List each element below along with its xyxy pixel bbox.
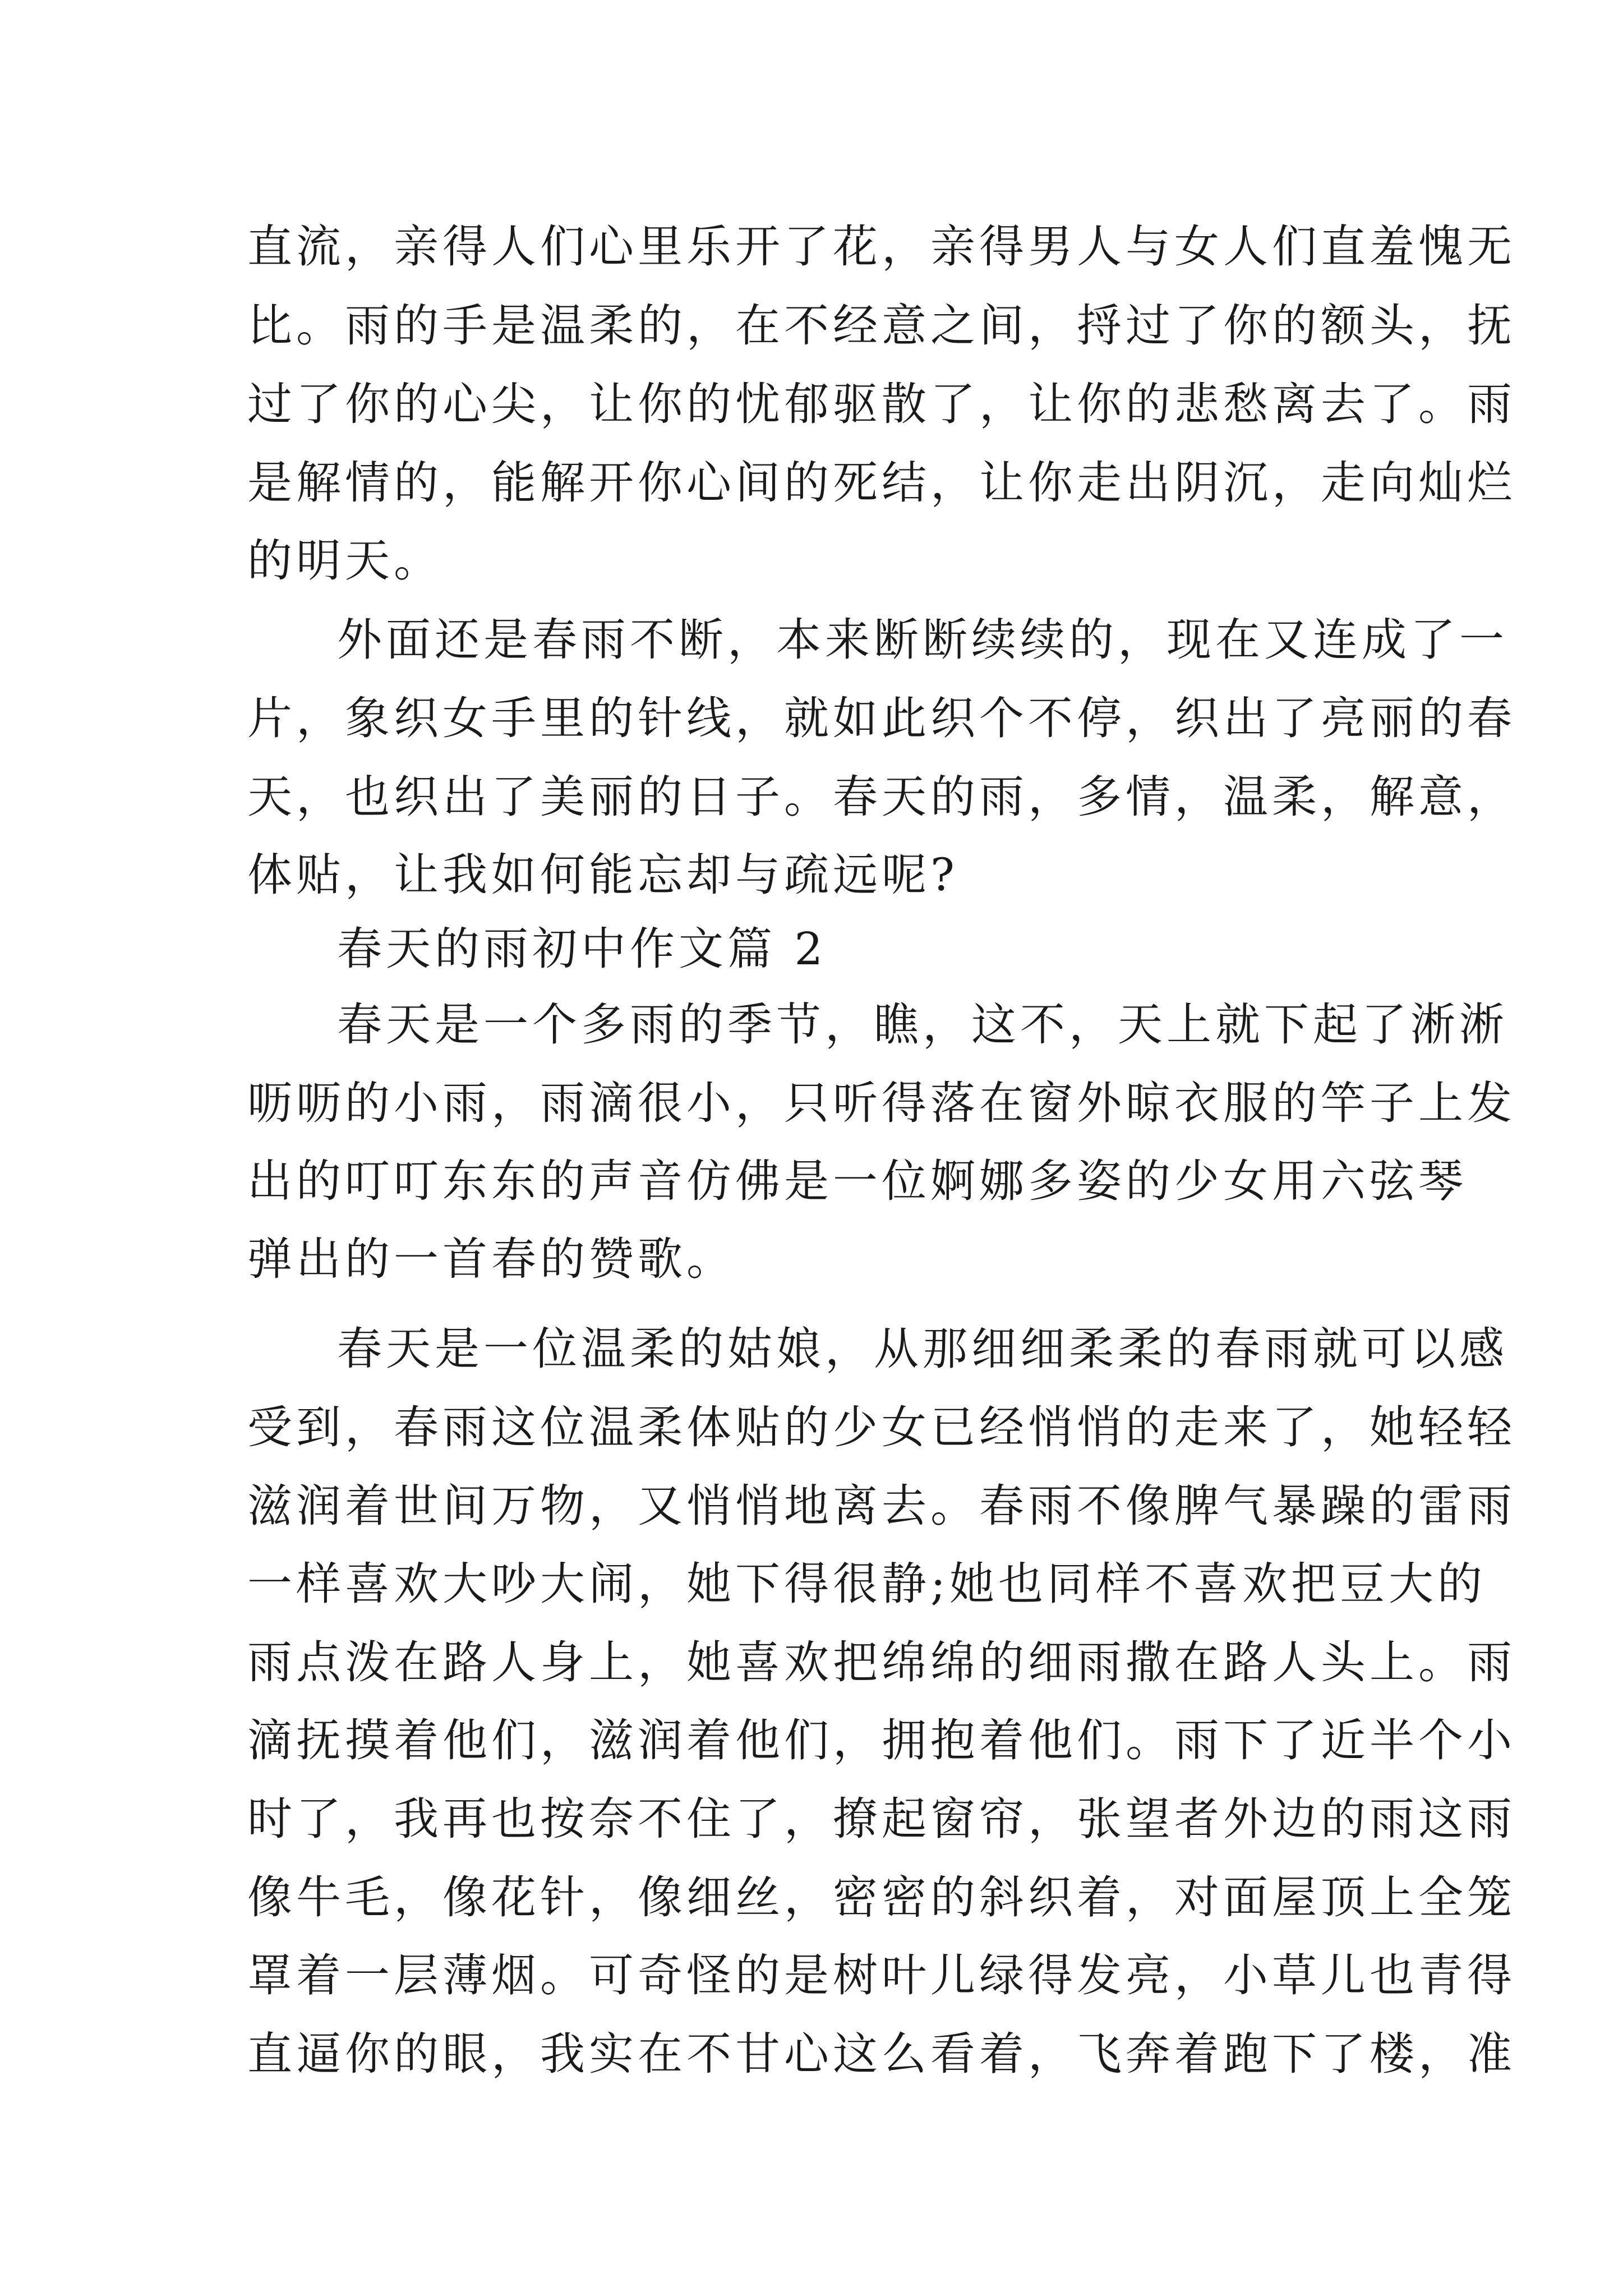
text-line: 片，象织女手里的针线，就如此织个不停，织出了亮丽的春 <box>247 692 1516 744</box>
text-line: 滋润着世间万物，又悄悄地离去。春雨不像脾气暴躁的雷雨 <box>247 1480 1516 1532</box>
text-line: 罩着一层薄烟。可奇怪的是树叶儿绿得发亮，小草儿也青得 <box>247 1949 1516 2001</box>
text-line: 的明天。 <box>247 535 442 587</box>
text-line: 比。雨的手是温柔的，在不经意之间，捋过了你的额头，抚 <box>247 300 1516 352</box>
text-line: 时了，我再也按奈不住了，撩起窗帘，张望者外边的雨这雨 <box>247 1793 1516 1845</box>
text-line: 滴抚摸着他们，滋润着他们，拥抱着他们。雨下了近半个小 <box>247 1714 1516 1766</box>
paragraph-first-line: 春天是一个多雨的季节，瞧，这不，天上就下起了淅淅 <box>337 999 1508 1051</box>
text-line: 体贴，让我如何能忘却与疏远呢? <box>247 849 958 901</box>
text-line: 过了你的心尖，让你的忧郁驱散了，让你的悲愁离去了。雨 <box>247 378 1516 430</box>
text-line: 一样喜欢大吵大闹，她下得很静;她也同样不喜欢把豆大的 <box>247 1558 1486 1610</box>
text-line: 弹出的一首春的赞歌。 <box>247 1233 735 1285</box>
text-line: 天，也织出了美丽的日子。春天的雨，多情，温柔，解意， <box>247 771 1516 823</box>
text-line: 直流，亲得人们心里乐开了花，亲得男人与女人们直羞愧无 <box>247 220 1516 273</box>
text-line: 呖呖的小雨，雨滴很小，只听得落在窗外晾衣服的竿子上发 <box>247 1077 1516 1129</box>
text-line: 受到，春雨这位温柔体贴的少女已经悄悄的走来了，她轻轻 <box>247 1401 1516 1453</box>
text-line: 直逼你的眼，我实在不甘心这么看着，飞奔着跑下了楼，准 <box>247 2028 1516 2080</box>
text-line: 像牛毛，像花针，像细丝，密密的斜织着，对面屋顶上全笼 <box>247 1871 1516 1924</box>
section-heading: 春天的雨初中作文篇 2 <box>337 923 827 975</box>
paragraph-first-line: 春天是一位温柔的姑娘，从那细细柔柔的春雨就可以感 <box>337 1323 1508 1375</box>
text-line: 雨点泼在路人身上，她喜欢把绵绵的细雨撒在路人头上。雨 <box>247 1636 1516 1688</box>
text-line: 是解情的，能解开你心间的死结，让你走出阴沉，走向灿烂 <box>247 457 1516 509</box>
paragraph-first-line: 外面还是春雨不断，本来断断续续的，现在又连成了一 <box>337 614 1508 666</box>
text-line: 出的叮叮东东的声音仿佛是一位婀娜多姿的少女用六弦琴 <box>247 1155 1467 1207</box>
